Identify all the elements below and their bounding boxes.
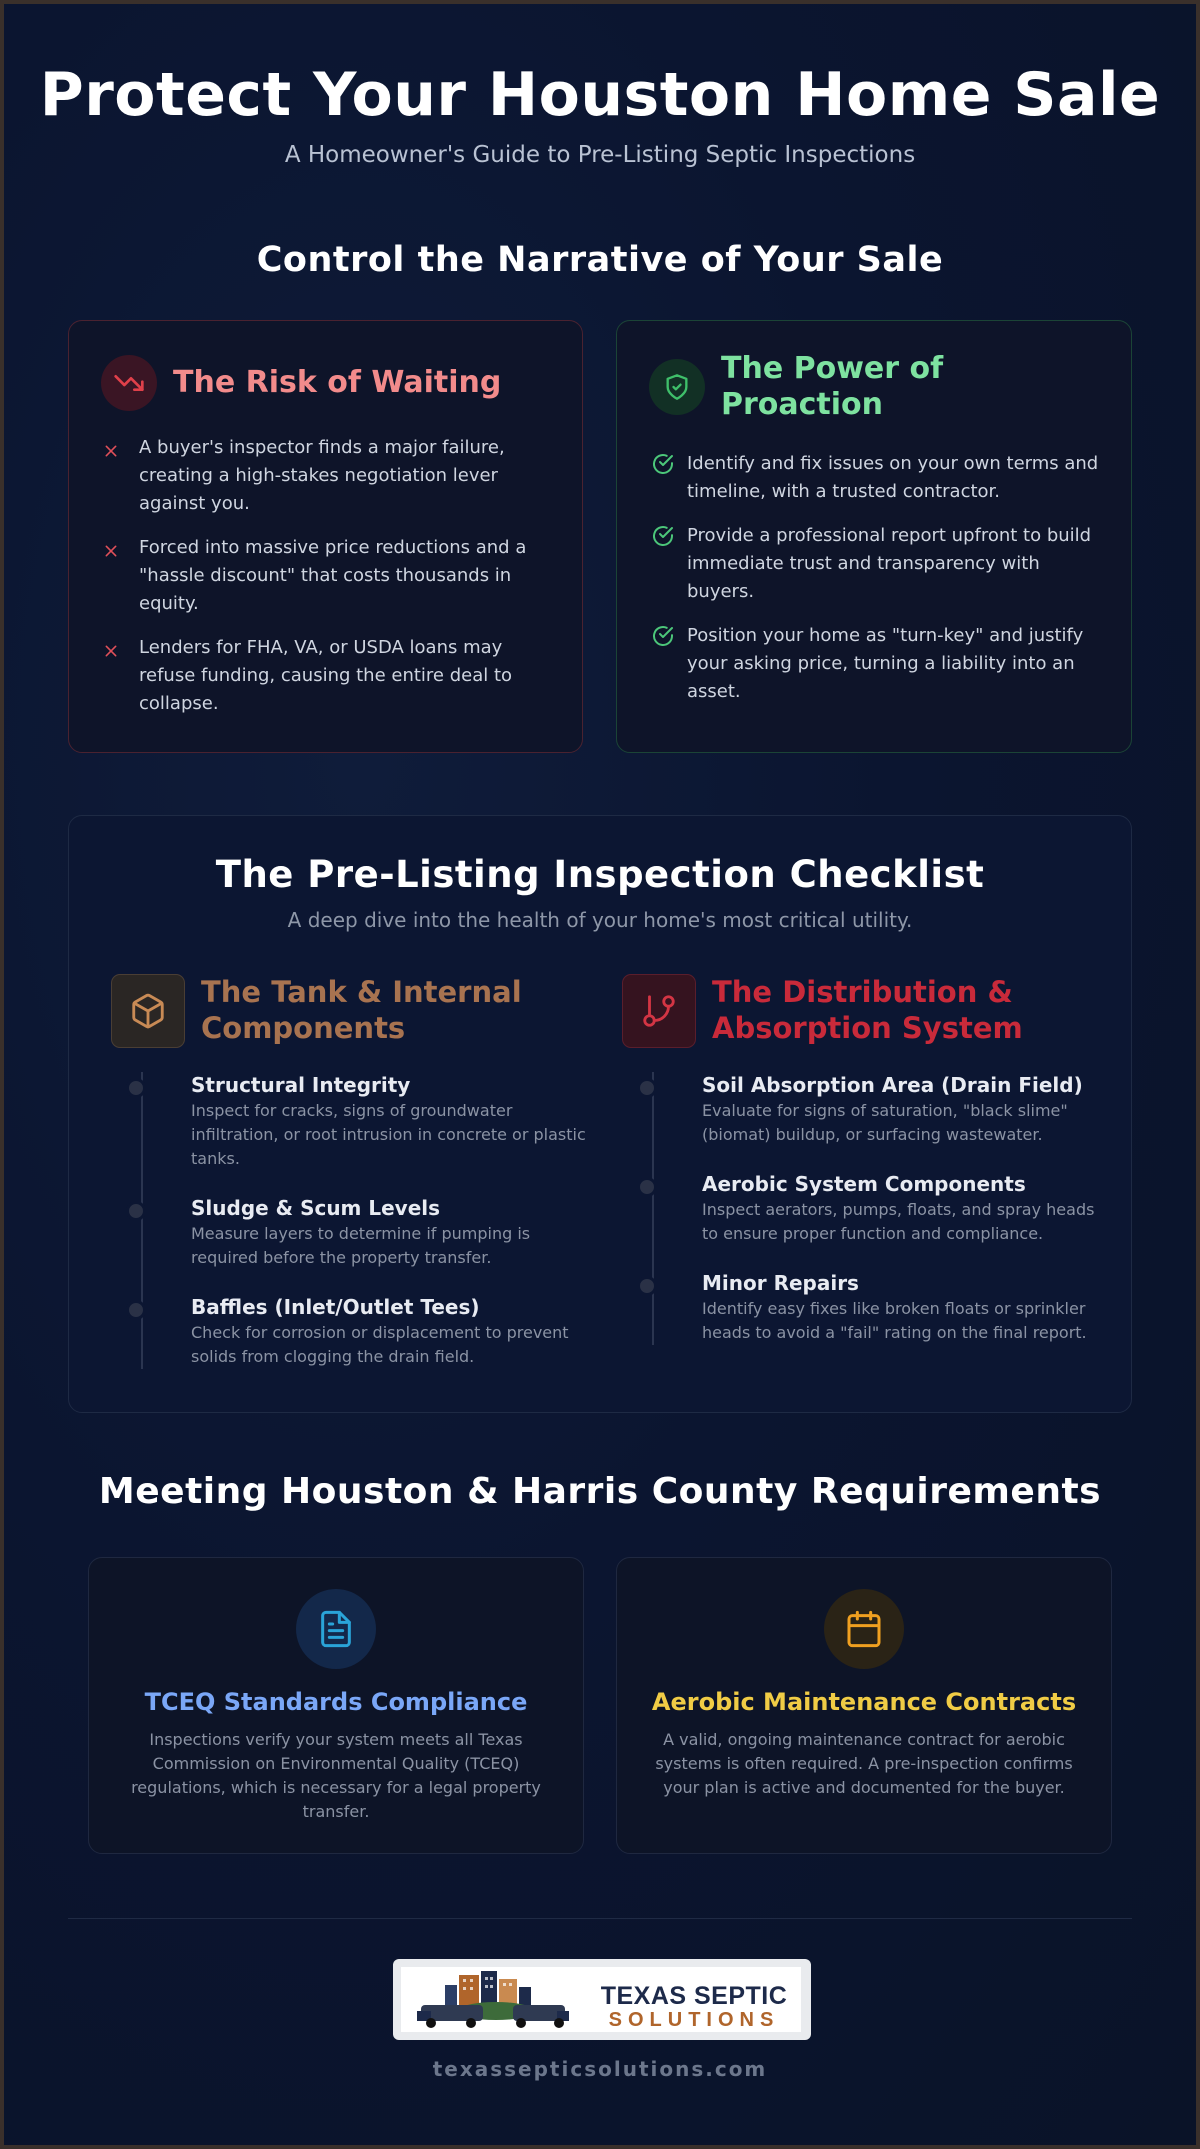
power-item-text: Position your home as "turn-key" and justify your asking price, turning a liability into an asset. <box>687 625 1084 702</box>
logo-line-1: TEXAS SEPTIC <box>600 1982 788 2010</box>
narrative-title: Control the Narrative of Your Sale <box>256 240 944 280</box>
hero <box>4 62 1196 168</box>
website-url: texassepticsolutions.com <box>432 2057 768 2081</box>
timeline-item-title: Minor Repairs <box>702 1271 859 1295</box>
page-subtitle: A Homeowner's Guide to Pre-Listing Septic Inspections <box>284 142 916 168</box>
timeline-item-desc: Check for corrosion or displacement to prevent solids from clogging the drain field. <box>191 1323 569 1366</box>
power-card <box>616 320 1132 753</box>
git-branch-icon <box>622 974 696 1048</box>
shield-check-icon <box>649 359 705 415</box>
timeline-item <box>702 1072 1102 1147</box>
timeline-item <box>191 1072 591 1171</box>
footer-divider <box>68 1918 1132 1919</box>
trending-down-icon <box>101 355 157 411</box>
tank-title: The Tank & Internal Components <box>201 975 522 1045</box>
list-item <box>651 522 1101 606</box>
distribution-title: The Distribution & Absorption System <box>712 975 1023 1045</box>
timeline-dot <box>126 1300 146 1320</box>
timeline-dot <box>637 1177 657 1197</box>
list-item <box>651 622 1101 706</box>
risk-list <box>103 434 552 734</box>
distribution-header <box>622 974 1102 1048</box>
timeline-item <box>702 1171 1102 1246</box>
timeline-dot <box>637 1078 657 1098</box>
timeline-item-desc: Inspect aerators, pumps, floats, and spray heads to ensure proper function and compliance. <box>702 1200 1095 1243</box>
checklist-card <box>68 815 1132 1413</box>
timeline-item-title: Aerobic System Components <box>702 1172 1026 1196</box>
list-item <box>651 450 1101 506</box>
power-card-title: The Power of Proaction <box>721 351 944 422</box>
list-item <box>103 634 552 718</box>
check-circle-icon <box>651 450 687 506</box>
timeline-item <box>191 1195 591 1270</box>
tceq-desc: Inspections verify your system meets all Texas Commission on Environmental Quality (TCEQ) regulations, which is necessary for a legal property transfer. <box>131 1730 541 1821</box>
x-icon <box>103 534 139 618</box>
timeline-item-title: Baffles (Inlet/Outlet Tees) <box>191 1295 480 1319</box>
timeline-item-title: Sludge & Scum Levels <box>191 1196 441 1220</box>
distribution-timeline <box>652 1072 1102 1345</box>
timeline-item-title: Soil Absorption Area (Drain Field) <box>702 1073 1083 1097</box>
timeline-item <box>702 1270 1102 1345</box>
timeline-dot <box>126 1201 146 1221</box>
infographic-page <box>4 4 1196 2145</box>
aerobic-card <box>616 1557 1112 1854</box>
check-circle-icon <box>651 622 687 706</box>
tceq-card <box>88 1557 584 1854</box>
timeline-item-desc: Measure layers to determine if pumping is required before the property transfer. <box>191 1224 531 1267</box>
list-item <box>103 434 552 518</box>
logo-panel <box>401 1967 801 2032</box>
document-icon <box>296 1589 376 1669</box>
tank-timeline <box>141 1072 591 1369</box>
distribution-column <box>622 974 1102 1345</box>
risk-card-header <box>101 355 501 411</box>
box-icon <box>111 974 185 1048</box>
x-icon <box>103 634 139 718</box>
checklist-subtitle: A deep dive into the health of your home's most critical utility. <box>287 908 913 932</box>
timeline-dot <box>637 1276 657 1296</box>
check-circle-icon <box>651 522 687 606</box>
power-item-text: Identify and fix issues on your own terms and timeline, with a trusted contractor. <box>687 453 1099 502</box>
power-list <box>651 450 1101 722</box>
company-logo <box>393 1959 811 2040</box>
timeline-item-desc: Identify easy fixes like broken floats or sprinkler heads to avoid a "fail" rating on the final report. <box>702 1299 1087 1342</box>
timeline-item-desc: Inspect for cracks, signs of groundwater infiltration, or root intrusion in concrete or plastic tanks. <box>191 1101 586 1168</box>
risk-card-title: The Risk of Waiting <box>173 365 502 400</box>
timeline-dot <box>126 1078 146 1098</box>
aerobic-desc: A valid, ongoing maintenance contract for aerobic systems is often required. A pre-inspection confirms your plan is active and documented for the buyer. <box>655 1730 1073 1797</box>
risk-item-text: A buyer's inspector finds a major failure, creating a high-stakes negotiation lever against you. <box>139 437 505 514</box>
page-title: Protect Your Houston Home Sale <box>39 60 1161 130</box>
aerobic-title: Aerobic Maintenance Contracts <box>651 1688 1077 1716</box>
tank-header <box>111 974 591 1048</box>
risk-item-text: Forced into massive price reductions and a "hassle discount" that costs thousands in equity. <box>139 537 527 614</box>
truck-illustration <box>401 1967 579 2032</box>
tank-column <box>111 974 591 1369</box>
x-icon <box>103 434 139 518</box>
requirements-title: Meeting Houston & Harris County Requirements <box>98 1471 1102 1512</box>
tceq-title: TCEQ Standards Compliance <box>144 1688 528 1716</box>
timeline-item-title: Structural Integrity <box>191 1073 411 1097</box>
risk-item-text: Lenders for FHA, VA, or USDA loans may refuse funding, causing the entire deal to collapse. <box>139 637 513 714</box>
timeline-item-desc: Evaluate for signs of saturation, "black slime" (biomat) buildup, or surfacing wastewater. <box>702 1101 1068 1144</box>
timeline-item <box>191 1294 591 1369</box>
risk-card <box>68 320 583 753</box>
logo-line-2: SOLUTIONS <box>608 2009 780 2031</box>
checklist-title: The Pre-Listing Inspection Checklist <box>215 853 985 896</box>
logo-wordmark <box>589 1983 799 2031</box>
list-item <box>103 534 552 618</box>
calendar-icon <box>824 1589 904 1669</box>
power-item-text: Provide a professional report upfront to build immediate trust and transparency with buyers. <box>687 525 1092 602</box>
power-card-header <box>649 351 1001 423</box>
